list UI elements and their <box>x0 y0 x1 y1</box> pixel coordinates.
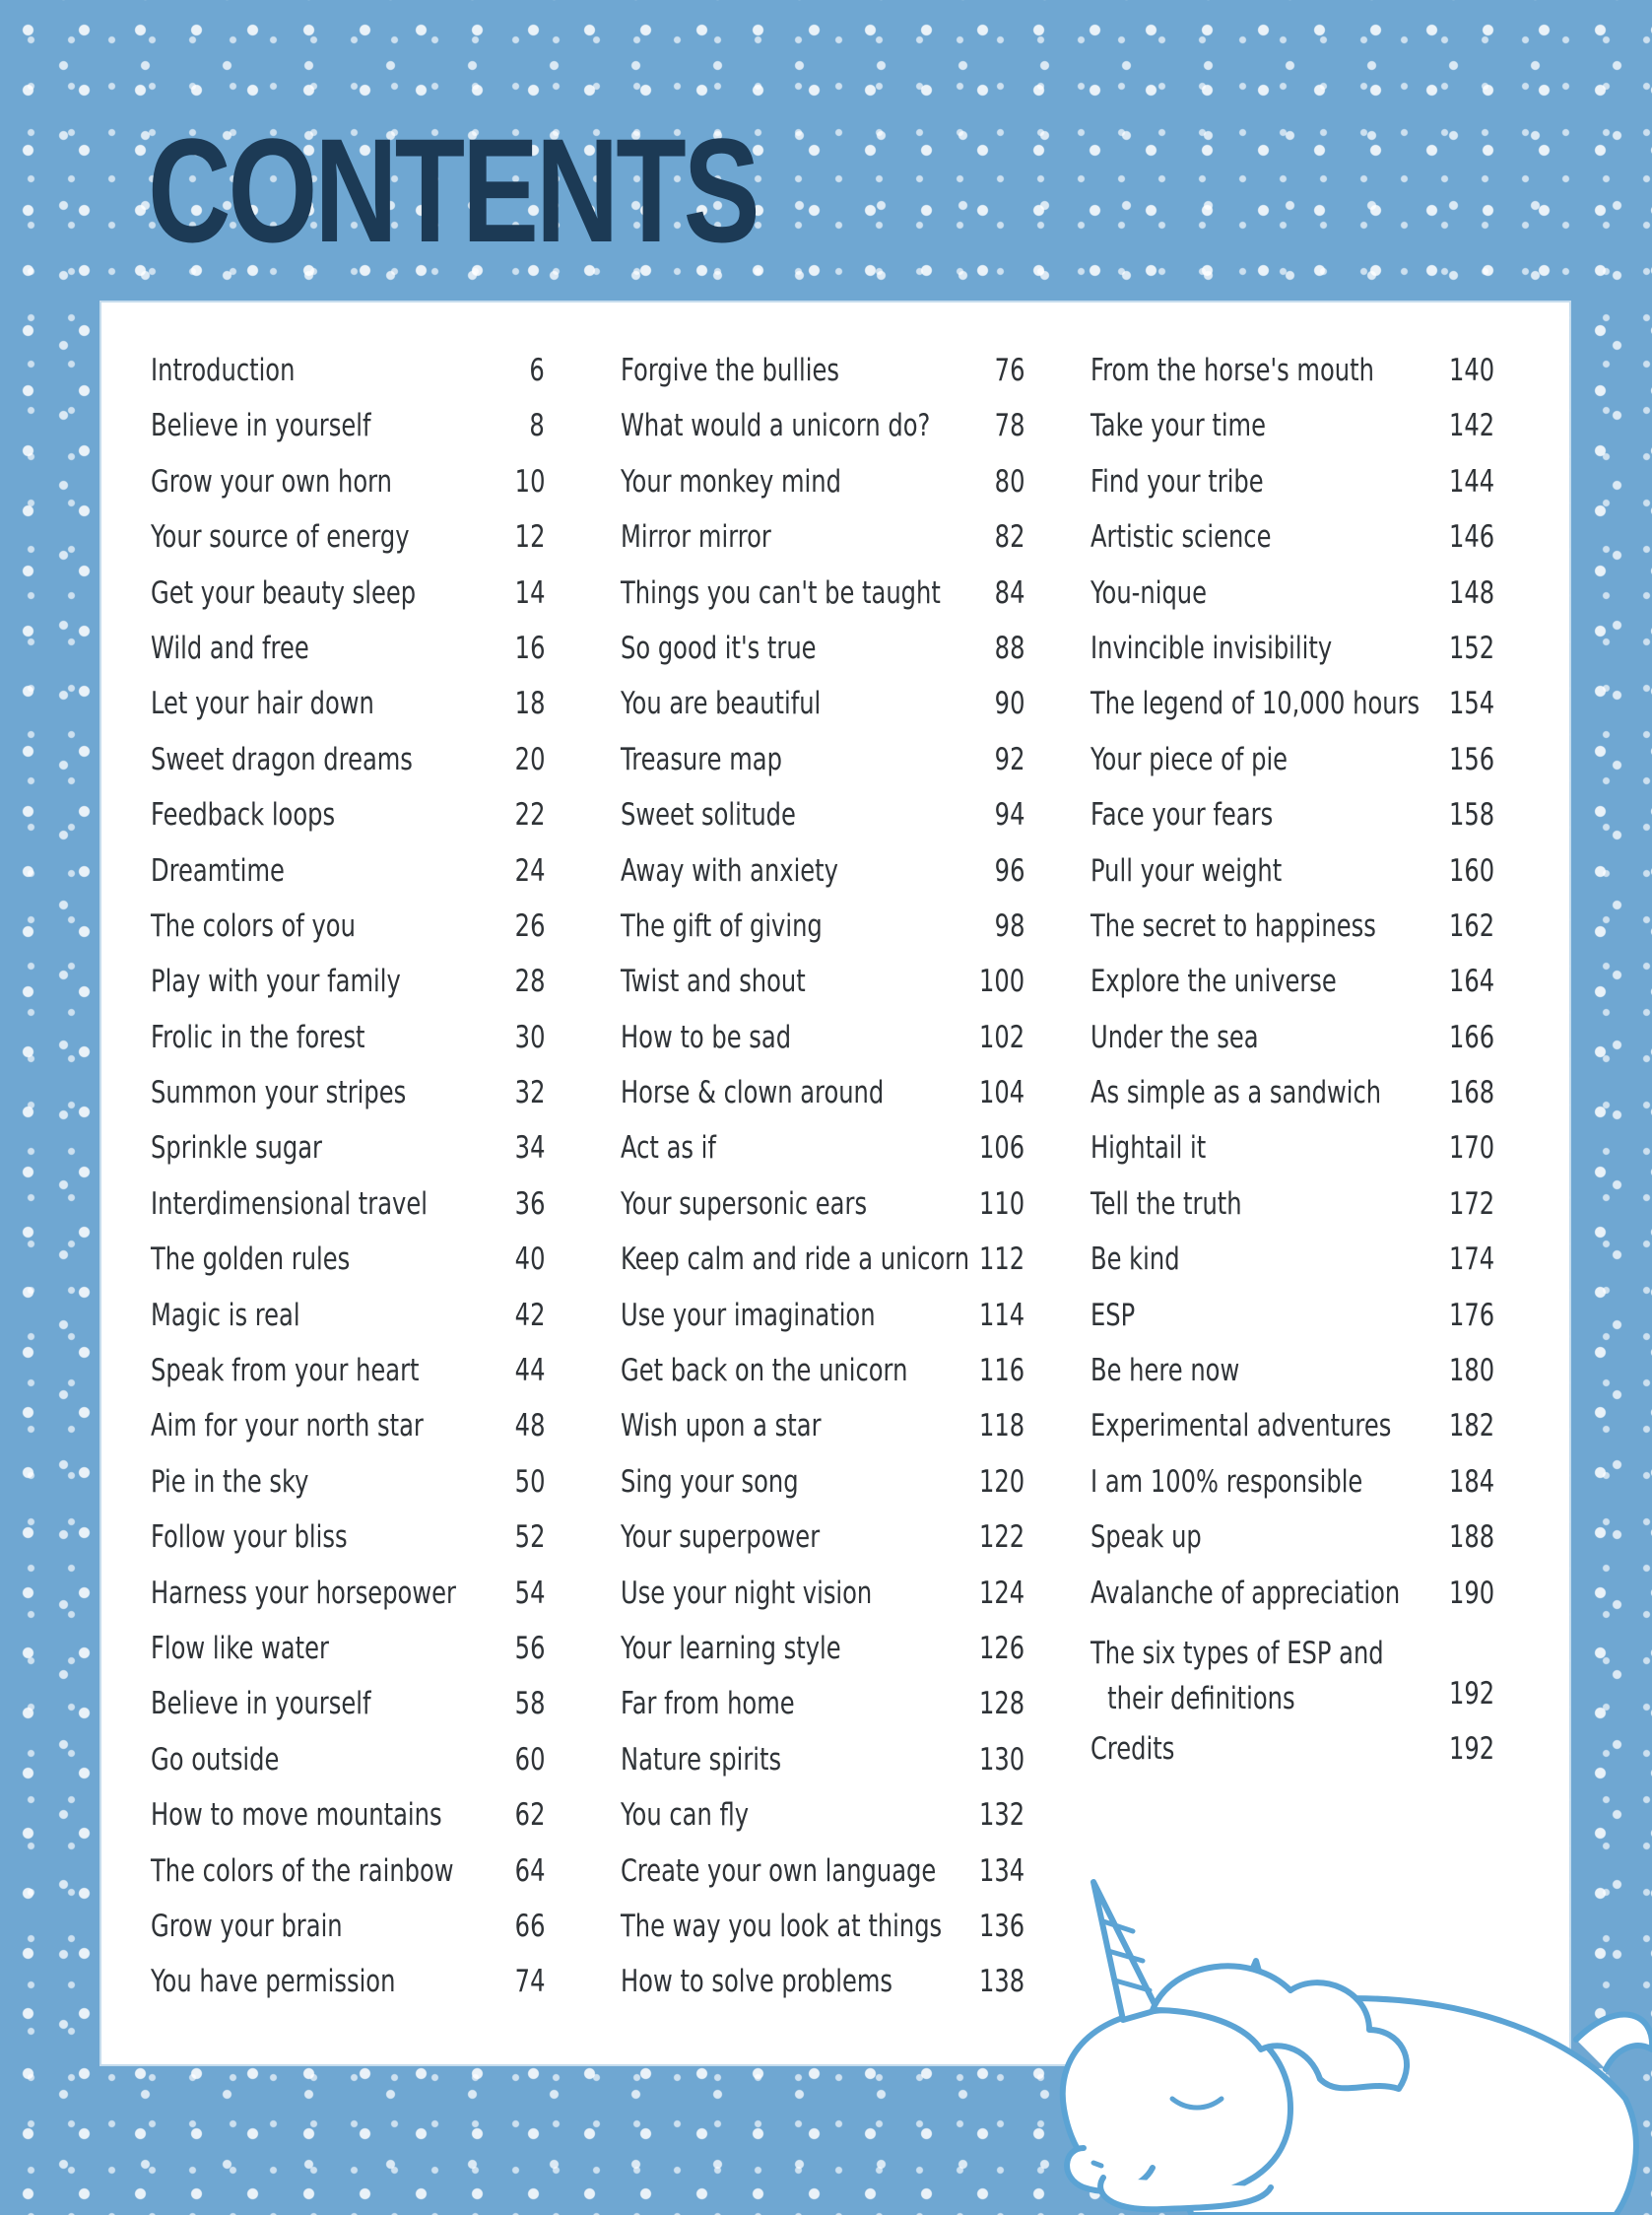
toc-entry-page-number: 148 <box>1448 574 1494 611</box>
toc-entry <box>621 1130 1024 1185</box>
toc-entry <box>1090 1130 1494 1185</box>
toc-entry-page-number: 18 <box>514 686 545 722</box>
toc-entry-title: From the horse's mouth <box>1090 353 1374 388</box>
toc-entry-title: Harness your horsepower <box>151 1575 456 1611</box>
toc-entry <box>621 1909 1024 1964</box>
toc-entry-title: The secret to happiness <box>1090 907 1376 944</box>
toc-entry <box>621 519 1024 574</box>
toc-entry-page-number: 100 <box>978 964 1024 1000</box>
toc-entry-page-number: 32 <box>514 1075 545 1111</box>
toc-entry-page-number: 42 <box>514 1297 545 1333</box>
toc-entry-title: Frolic in the forest <box>151 1019 365 1055</box>
toc-entry-page-number: 180 <box>1448 1353 1494 1389</box>
toc-entry-title: Face your fears <box>1090 797 1274 834</box>
toc-entry <box>1090 1408 1494 1463</box>
toc-entry-title: Hightail it <box>1090 1130 1207 1167</box>
toc-entry-title: How to be sad <box>621 1019 792 1055</box>
toc-entry-page-number: 112 <box>978 1242 1024 1278</box>
toc-entry-page-number: 90 <box>994 686 1024 722</box>
toc-entry <box>621 1075 1024 1130</box>
toc-entry <box>1090 1631 1494 1731</box>
toc-entry <box>151 519 545 574</box>
toc-entry <box>621 1964 1024 2019</box>
toc-entry <box>1090 575 1494 631</box>
toc-entry-page-number: 136 <box>978 1908 1024 1944</box>
toc-entry-page-number: 128 <box>978 1686 1024 1722</box>
toc-entry-page-number: 110 <box>978 1185 1024 1222</box>
toc-entry-title: Introduction <box>151 353 296 388</box>
toc-entry-title: Artistic science <box>1090 519 1272 556</box>
toc-entry-page-number: 94 <box>994 797 1024 834</box>
toc-entry <box>621 1353 1024 1408</box>
toc-entry-title: Flow like water <box>151 1630 329 1666</box>
toc-entry <box>1090 1464 1494 1519</box>
toc-entry-page-number: 164 <box>1448 964 1494 1000</box>
toc-entry <box>151 686 545 741</box>
toc-entry <box>621 1631 1024 1686</box>
toc-entry-title: Use your night vision <box>621 1575 873 1611</box>
toc-entry-page-number: 174 <box>1448 1242 1494 1278</box>
toc-entry-title: Your learning style <box>621 1630 841 1666</box>
toc-entry-page-number: 104 <box>978 1075 1024 1111</box>
toc-entry-title: Horse & clown around <box>621 1075 885 1111</box>
toc-entry-title: The legend of 10,000 hours <box>1090 686 1421 722</box>
toc-entry-page-number: 58 <box>514 1686 545 1722</box>
toc-entry <box>151 1576 545 1631</box>
toc-entry <box>151 1519 545 1575</box>
toc-entry-title: ESP <box>1090 1297 1136 1333</box>
toc-entry-title: Avalanche of appreciation <box>1090 1575 1401 1611</box>
toc-entry-title: Dreamtime <box>151 852 285 889</box>
toc-entry-page-number: 54 <box>514 1575 545 1611</box>
toc-entry-page-number: 12 <box>514 519 545 556</box>
sleeping-unicorn-illustration <box>1024 1852 1652 2215</box>
toc-entry-page-number: 172 <box>1448 1185 1494 1222</box>
toc-entry <box>621 964 1024 1019</box>
toc-entry <box>151 1130 545 1185</box>
toc-entry <box>621 408 1024 463</box>
toc-entry-page-number: 190 <box>1448 1575 1494 1611</box>
toc-entry-page-number: 154 <box>1448 686 1494 722</box>
toc-entry <box>151 1909 545 1964</box>
toc-entry-title: Speak from your heart <box>151 1353 420 1389</box>
toc-entry-title: Credits <box>1090 1730 1175 1767</box>
toc-entry <box>621 1020 1024 1075</box>
toc-entry <box>1090 1519 1494 1575</box>
toc-entry-title: Create your own language <box>621 1852 937 1889</box>
toc-entry-page-number: 152 <box>1448 630 1494 666</box>
toc-entry <box>1090 908 1494 964</box>
toc-entry-title: Invincible invisibility <box>1090 630 1333 666</box>
toc-entry <box>621 1242 1024 1297</box>
toc-entry-page-number: 14 <box>514 574 545 611</box>
toc-entry <box>151 964 545 1019</box>
toc-entry-page-number: 26 <box>514 907 545 944</box>
toc-entry <box>621 686 1024 741</box>
toc-entry <box>621 742 1024 797</box>
toc-entry-page-number: 156 <box>1448 741 1494 777</box>
toc-entry <box>151 353 545 408</box>
toc-entry <box>151 1797 545 1852</box>
toc-entry <box>621 1797 1024 1852</box>
toc-entry-page-number: 146 <box>1448 519 1494 556</box>
toc-entry-title: Feedback loops <box>151 797 336 834</box>
toc-entry-page-number: 138 <box>978 1964 1024 2000</box>
toc-entry-page-number: 52 <box>514 1519 545 1556</box>
toc-entry-title: Wish upon a star <box>621 1408 822 1444</box>
toc-entry <box>151 1686 545 1741</box>
toc-entry-title: You have permission <box>151 1964 396 2000</box>
toc-entry <box>1090 1576 1494 1631</box>
toc-entry-page-number: 162 <box>1448 907 1494 944</box>
toc-entry-page-number: 22 <box>514 797 545 834</box>
toc-entry-page-number: 124 <box>978 1575 1024 1611</box>
toc-entry-page-number: 82 <box>994 519 1024 556</box>
toc-entry <box>151 797 545 852</box>
toc-entry <box>1090 853 1494 908</box>
toc-entry-title: Sweet dragon dreams <box>151 741 413 777</box>
toc-entry-page-number: 106 <box>978 1130 1024 1167</box>
toc-entry-title: So good it's true <box>621 630 817 666</box>
toc-entry <box>151 853 545 908</box>
toc-entry-title: Nature spirits <box>621 1741 782 1778</box>
toc-entry <box>1090 797 1494 852</box>
toc-entry-page-number: 20 <box>514 741 545 777</box>
toc-entry-title: Your superpower <box>621 1519 821 1556</box>
toc-entry-title: Mirror mirror <box>621 519 771 556</box>
toc-entry <box>1090 631 1494 686</box>
toc-entry-page-number: 188 <box>1448 1519 1494 1556</box>
toc-entry-title: Use your imagination <box>621 1297 876 1333</box>
toc-entry <box>151 1853 545 1909</box>
toc-entry <box>621 853 1024 908</box>
toc-entry <box>621 1576 1024 1631</box>
toc-entry <box>151 631 545 686</box>
toc-entry-page-number: 48 <box>514 1408 545 1444</box>
toc-entry-title: Your piece of pie <box>1090 741 1289 777</box>
toc-entry-title <box>1090 1631 1384 1721</box>
toc-entry-title: Take your time <box>1090 408 1266 444</box>
toc-entry-title: Be here now <box>1090 1353 1240 1389</box>
toc-entry-page-number: 182 <box>1448 1408 1494 1444</box>
toc-entry-page-number: 56 <box>514 1630 545 1666</box>
toc-entry <box>621 1298 1024 1353</box>
toc-entry-title: Treasure map <box>621 741 782 777</box>
toc-entry-page-number: 102 <box>978 1019 1024 1055</box>
toc-entry-title: You-nique <box>1090 574 1207 611</box>
toc-entry-page-number: 142 <box>1448 408 1494 444</box>
contents-column-2 <box>621 353 1024 2020</box>
toc-entry-page-number: 40 <box>514 1242 545 1278</box>
toc-entry <box>151 1353 545 1408</box>
toc-entry <box>151 1242 545 1297</box>
toc-entry-title: Get your beauty sleep <box>151 574 417 611</box>
toc-entry <box>1090 1186 1494 1242</box>
toc-entry-title: Be kind <box>1090 1242 1180 1278</box>
toc-entry <box>621 575 1024 631</box>
toc-entry <box>621 353 1024 408</box>
toc-entry-title: How to move mountains <box>151 1797 442 1834</box>
toc-entry <box>151 1186 545 1242</box>
toc-entry <box>151 575 545 631</box>
toc-entry-title: Grow your brain <box>151 1908 343 1944</box>
toc-entry-title: Find your tribe <box>1090 463 1264 500</box>
toc-entry-page-number: 78 <box>994 408 1024 444</box>
toc-entry-page-number: 16 <box>514 630 545 666</box>
toc-entry <box>621 1464 1024 1519</box>
toc-entry <box>621 1519 1024 1575</box>
toc-entry <box>621 1742 1024 1797</box>
page-title: CONTENTS <box>148 107 758 273</box>
toc-entry-title: Pie in the sky <box>151 1463 309 1500</box>
toc-entry-title: Under the sea <box>1090 1019 1259 1055</box>
toc-entry <box>621 631 1024 686</box>
toc-entry <box>1090 964 1494 1019</box>
toc-entry <box>1090 1242 1494 1297</box>
toc-entry-page-number: 92 <box>994 741 1024 777</box>
toc-entry-page-number: 122 <box>978 1519 1024 1556</box>
toc-entry-title: Play with your family <box>151 964 401 1000</box>
toc-entry-title: Wild and free <box>151 630 309 666</box>
toc-entry <box>621 1186 1024 1242</box>
toc-entry-page-number: 140 <box>1448 353 1494 388</box>
toc-entry <box>1090 1020 1494 1075</box>
toc-entry-page-number: 114 <box>978 1297 1024 1333</box>
toc-entry-title: Follow your bliss <box>151 1519 348 1556</box>
toc-entry <box>1090 1353 1494 1408</box>
toc-entry-title: Believe in yourself <box>151 408 371 444</box>
contents-column-1 <box>151 353 545 2020</box>
toc-entry-page-number: 130 <box>978 1741 1024 1778</box>
toc-entry <box>151 1464 545 1519</box>
toc-entry-title: Go outside <box>151 1741 280 1778</box>
toc-entry-page-number: 184 <box>1448 1463 1494 1500</box>
toc-entry-title: Your supersonic ears <box>621 1185 868 1222</box>
toc-entry <box>151 1742 545 1797</box>
toc-entry-page-number: 118 <box>978 1408 1024 1444</box>
toc-entry-title: Magic is real <box>151 1297 300 1333</box>
toc-entry-title: Explore the universe <box>1090 964 1337 1000</box>
toc-entry <box>151 464 545 519</box>
toc-entry-page-number: 66 <box>514 1908 545 1944</box>
toc-entry <box>151 1020 545 1075</box>
toc-entry-title: The colors of you <box>151 907 356 944</box>
toc-entry-title: As simple as a sandwich <box>1090 1075 1382 1111</box>
toc-entry-title: You are beautiful <box>621 686 822 722</box>
toc-entry-title: Grow your own horn <box>151 463 393 500</box>
toc-entry-page-number: 64 <box>514 1852 545 1889</box>
toc-entry-page-number: 144 <box>1448 463 1494 500</box>
toc-entry-title: You can fly <box>621 1797 750 1834</box>
toc-entry-page-number: 170 <box>1448 1130 1494 1167</box>
toc-entry-page-number: 34 <box>514 1130 545 1167</box>
toc-entry-title: Get back on the unicorn <box>621 1353 908 1389</box>
toc-entry-page-number: 10 <box>514 463 545 500</box>
toc-entry-title: Sing your song <box>621 1463 799 1500</box>
toc-entry-page-number: 60 <box>514 1741 545 1778</box>
toc-entry-page-number: 96 <box>994 852 1024 889</box>
toc-entry-page-number: 24 <box>514 852 545 889</box>
toc-entry-title: Sweet solitude <box>621 797 796 834</box>
toc-entry-title-line-2: their definitions <box>1107 1680 1295 1716</box>
toc-entry-page-number: 160 <box>1448 852 1494 889</box>
toc-entry <box>151 1298 545 1353</box>
toc-entry-page-number: 126 <box>978 1630 1024 1666</box>
toc-entry-title: Sprinkle sugar <box>151 1130 323 1167</box>
toc-entry-page-number: 134 <box>978 1852 1024 1889</box>
toc-entry <box>151 1408 545 1463</box>
toc-entry <box>1090 686 1494 741</box>
toc-entry <box>151 1964 545 2019</box>
toc-entry-title: Experimental adventures <box>1090 1408 1392 1444</box>
toc-entry-title: Away with anxiety <box>621 852 838 889</box>
toc-entry <box>1090 1298 1494 1353</box>
toc-entry-title: The way you look at things <box>621 1908 943 1944</box>
toc-entry-page-number: 8 <box>529 408 545 444</box>
toc-entry-title: Pull your weight <box>1090 852 1283 889</box>
toc-entry-title: Believe in yourself <box>151 1686 371 1722</box>
toc-entry-page-number: 98 <box>994 907 1024 944</box>
toc-entry-page-number: 120 <box>978 1463 1024 1500</box>
toc-entry <box>151 742 545 797</box>
toc-entry-page-number: 132 <box>978 1797 1024 1834</box>
toc-entry <box>1090 353 1494 408</box>
toc-entry-page-number: 50 <box>514 1463 545 1500</box>
toc-entry-title: Forgive the bullies <box>621 353 839 388</box>
toc-entry-page-number: 168 <box>1448 1075 1494 1111</box>
toc-entry-title: Keep calm and ride a unicorn <box>621 1242 970 1278</box>
toc-entry-title: Tell the truth <box>1090 1185 1242 1222</box>
toc-entry <box>621 1686 1024 1741</box>
toc-entry <box>621 1408 1024 1463</box>
toc-entry-page-number: 80 <box>994 463 1024 500</box>
toc-entry-page-number: 30 <box>514 1019 545 1055</box>
toc-entry-title-line-1: The six types of ESP and <box>1090 1635 1384 1671</box>
toc-entry <box>151 1631 545 1686</box>
toc-entry-title: Your monkey mind <box>621 463 841 500</box>
toc-entry-title: Speak up <box>1090 1519 1202 1556</box>
toc-entry-page-number: 6 <box>529 353 545 388</box>
toc-entry-title: How to solve problems <box>621 1964 893 2000</box>
toc-entry-title: Your source of energy <box>151 519 410 556</box>
toc-entry-title: What would a unicorn do? <box>621 408 931 444</box>
toc-entry-page-number: 28 <box>514 964 545 1000</box>
toc-entry <box>1090 408 1494 463</box>
toc-entry-page-number: 62 <box>514 1797 545 1834</box>
toc-entry <box>1090 464 1494 519</box>
toc-entry <box>151 908 545 964</box>
toc-entry-page-number: 44 <box>514 1353 545 1389</box>
toc-entry-page-number: 36 <box>514 1185 545 1222</box>
toc-entry-page-number: 158 <box>1448 797 1494 834</box>
toc-entry-page-number: 176 <box>1448 1297 1494 1333</box>
toc-entry-page-number: 192 <box>1448 1730 1494 1767</box>
toc-entry <box>621 1853 1024 1909</box>
toc-entry-title: Far from home <box>621 1686 795 1722</box>
toc-entry <box>151 408 545 463</box>
toc-entry-page-number: 74 <box>514 1964 545 2000</box>
toc-entry <box>621 908 1024 964</box>
toc-entry-title: Let your hair down <box>151 686 374 722</box>
toc-entry-title: The golden rules <box>151 1242 351 1278</box>
toc-entry-title: The gift of giving <box>621 907 823 944</box>
toc-entry-page-number: 116 <box>978 1353 1024 1389</box>
toc-entry-title: Aim for your north star <box>151 1408 424 1444</box>
contents-column-3 <box>1090 353 1494 1786</box>
toc-entry <box>1090 742 1494 797</box>
toc-entry <box>1090 1075 1494 1130</box>
toc-entry <box>1090 1731 1494 1786</box>
toc-entry-title: I am 100% responsible <box>1090 1463 1363 1500</box>
toc-entry-title: Things you can't be taught <box>621 574 941 611</box>
toc-entry-page-number: 166 <box>1448 1019 1494 1055</box>
toc-entry-page-number: 76 <box>994 353 1024 388</box>
toc-entry <box>621 797 1024 852</box>
toc-entry-title: Interdimensional travel <box>151 1185 428 1222</box>
toc-entry-title: Summon your stripes <box>151 1075 407 1111</box>
toc-entry <box>1090 519 1494 574</box>
toc-entry-title: Act as if <box>621 1130 716 1167</box>
toc-entry-page-number: 192 <box>1448 1675 1494 1712</box>
toc-entry <box>151 1075 545 1130</box>
toc-entry <box>621 464 1024 519</box>
toc-entry-title: Twist and shout <box>621 964 806 1000</box>
toc-entry-page-number: 84 <box>994 574 1024 611</box>
toc-entry-page-number: 88 <box>994 630 1024 666</box>
toc-entry-title: The colors of the rainbow <box>151 1852 454 1889</box>
